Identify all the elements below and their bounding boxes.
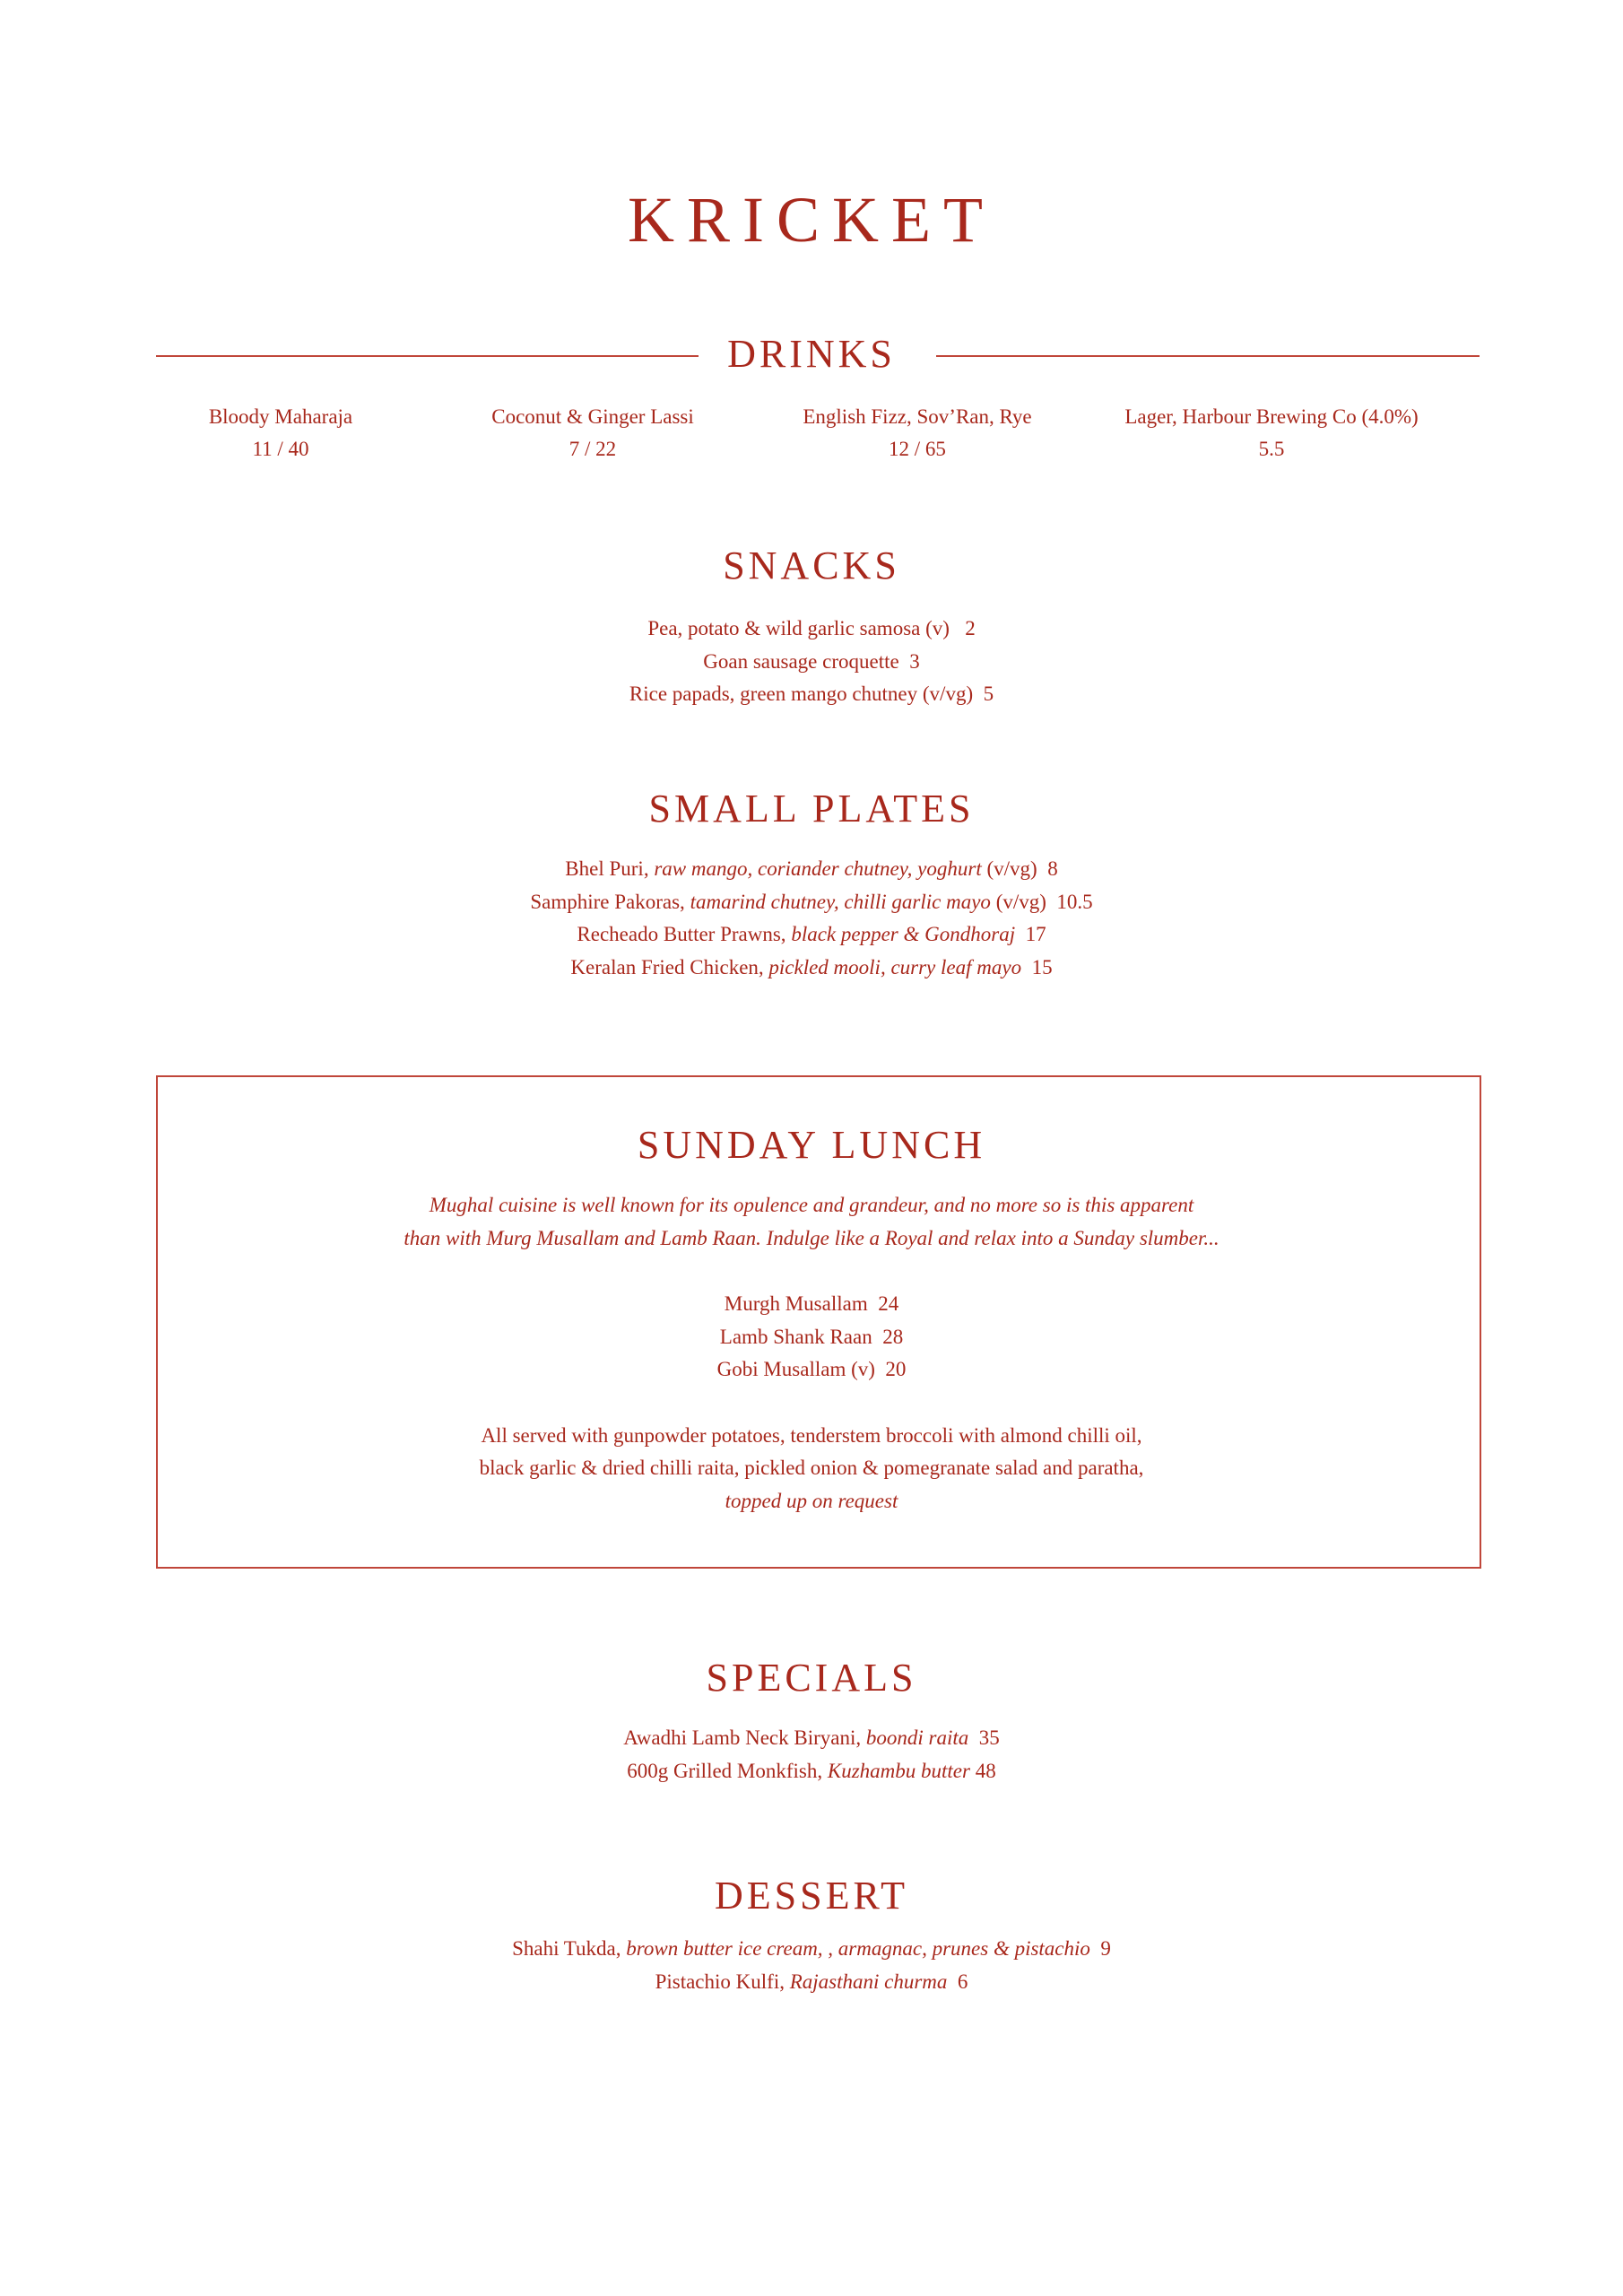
item-name: Awadhi Lamb Neck Biryani,	[623, 1726, 862, 1749]
item-name: Goan sausage croquette	[703, 649, 899, 673]
item-name: Shahi Tukda,	[512, 1937, 621, 1960]
item-price: 5	[983, 683, 994, 705]
drink-price: 5.5	[1258, 438, 1285, 460]
intro-text: than with Murg Musallam and Lamb Raan. Indulge like a Royal and relax into a Sunday slumber...	[404, 1226, 1219, 1249]
item-desc: Rajasthani churma	[789, 1970, 948, 1993]
menu-item	[0, 613, 1623, 646]
drink-name: Lager, Harbour Brewing Co (4.0%)	[1124, 405, 1419, 428]
brand-logo: KRICKET	[628, 184, 995, 256]
item-desc: tamarind chutney, chilli garlic mayo	[690, 890, 991, 913]
menu-item	[0, 1353, 1623, 1387]
specials-heading: SPECIALS	[706, 1656, 917, 1700]
drink-item	[404, 401, 781, 465]
menu-item	[0, 886, 1623, 919]
item-price: 17	[1025, 923, 1046, 945]
menu-item	[0, 853, 1623, 886]
menu-item	[0, 646, 1623, 679]
item-desc: Kuzhambu butter	[827, 1759, 970, 1782]
item-price: 35	[978, 1726, 1000, 1749]
drink-name: English Fizz, Sov’Ran, Rye	[803, 405, 1032, 428]
item-name: Bhel Puri,	[565, 857, 649, 880]
menu-item	[0, 952, 1623, 985]
drink-name: Coconut & Ginger Lassi	[491, 405, 694, 428]
drink-price: 12 / 65	[889, 438, 946, 460]
drinks-heading: DRINKS	[727, 332, 896, 376]
item-desc: black pepper & Gondhoraj	[791, 923, 1016, 945]
specials-list	[0, 1722, 1623, 1787]
drink-price: 11 / 40	[252, 438, 309, 460]
sunday-lunch-content	[0, 1189, 1623, 1518]
item-price: 9	[1100, 1937, 1111, 1960]
item-name: 600g Grilled Monkfish,	[627, 1759, 823, 1782]
drink-item	[1083, 401, 1460, 465]
sunday-lunch-heading: SUNDAY LUNCH	[637, 1123, 986, 1167]
served-note: topped up on request	[725, 1489, 898, 1512]
item-desc: brown butter ice cream, , armagnac, prunes & pistachio	[626, 1937, 1090, 1960]
drink-item	[729, 401, 1106, 465]
item-price: 48	[975, 1759, 996, 1782]
served-text: All served with gunpowder potatoes, tenderstem broccoli with almond chilli oil,	[481, 1423, 1142, 1447]
item-price: 10.5	[1056, 890, 1093, 913]
item-name: Rice papads, green mango chutney (v/vg)	[629, 683, 974, 705]
menu-item	[0, 918, 1623, 952]
item-name: Pea, potato & wild garlic samosa (v)	[647, 617, 950, 639]
intro-text: Mughal cuisine is well known for its opulence and grandeur, and no more so is this apparent	[429, 1194, 1194, 1216]
item-price: 20	[885, 1358, 907, 1380]
small-plates-list	[0, 853, 1623, 984]
item-price: 28	[882, 1325, 904, 1348]
item-price: 6	[957, 1970, 968, 1993]
item-tag: (v/vg)	[986, 857, 1037, 880]
item-name: Murgh Musallam	[724, 1292, 868, 1315]
menu-item	[0, 1288, 1623, 1321]
item-name: Lamb Shank Raan	[719, 1325, 872, 1348]
item-price: 2	[965, 617, 976, 639]
served-text: black garlic & dried chilli raita, pickled onion & pomegranate salad and paratha,	[479, 1457, 1144, 1479]
snacks-list	[0, 613, 1623, 711]
item-name: Gobi Musallam (v)	[716, 1358, 875, 1380]
item-desc: boondi raita	[865, 1726, 969, 1749]
item-price: 3	[909, 649, 920, 673]
item-name: Recheado Butter Prawns,	[577, 923, 786, 945]
menu-item	[0, 678, 1623, 711]
dessert-heading: DESSERT	[714, 1874, 909, 1918]
menu-item	[0, 1966, 1623, 1999]
dessert-list	[0, 1933, 1623, 1998]
item-price: 8	[1047, 857, 1058, 880]
menu-item	[0, 1321, 1623, 1354]
item-name: Keralan Fried Chicken,	[570, 955, 764, 978]
item-desc: pickled mooli, curry leaf mayo	[768, 955, 1022, 978]
menu-item	[0, 1722, 1623, 1755]
item-name: Samphire Pakoras,	[530, 890, 685, 913]
item-price: 24	[878, 1292, 899, 1315]
item-price: 15	[1031, 955, 1053, 978]
item-tag: (v/vg)	[995, 890, 1046, 913]
menu-item	[0, 1933, 1623, 1966]
item-desc: raw mango, coriander chutney, yoghurt	[654, 857, 982, 880]
snacks-heading: SNACKS	[723, 544, 900, 587]
drink-price: 7 / 22	[568, 438, 617, 460]
small-plates-heading: SMALL PLATES	[648, 787, 975, 831]
drink-name: Bloody Maharaja	[208, 405, 353, 428]
item-name: Pistachio Kulfi,	[655, 1970, 785, 1993]
menu-item	[0, 1755, 1623, 1788]
